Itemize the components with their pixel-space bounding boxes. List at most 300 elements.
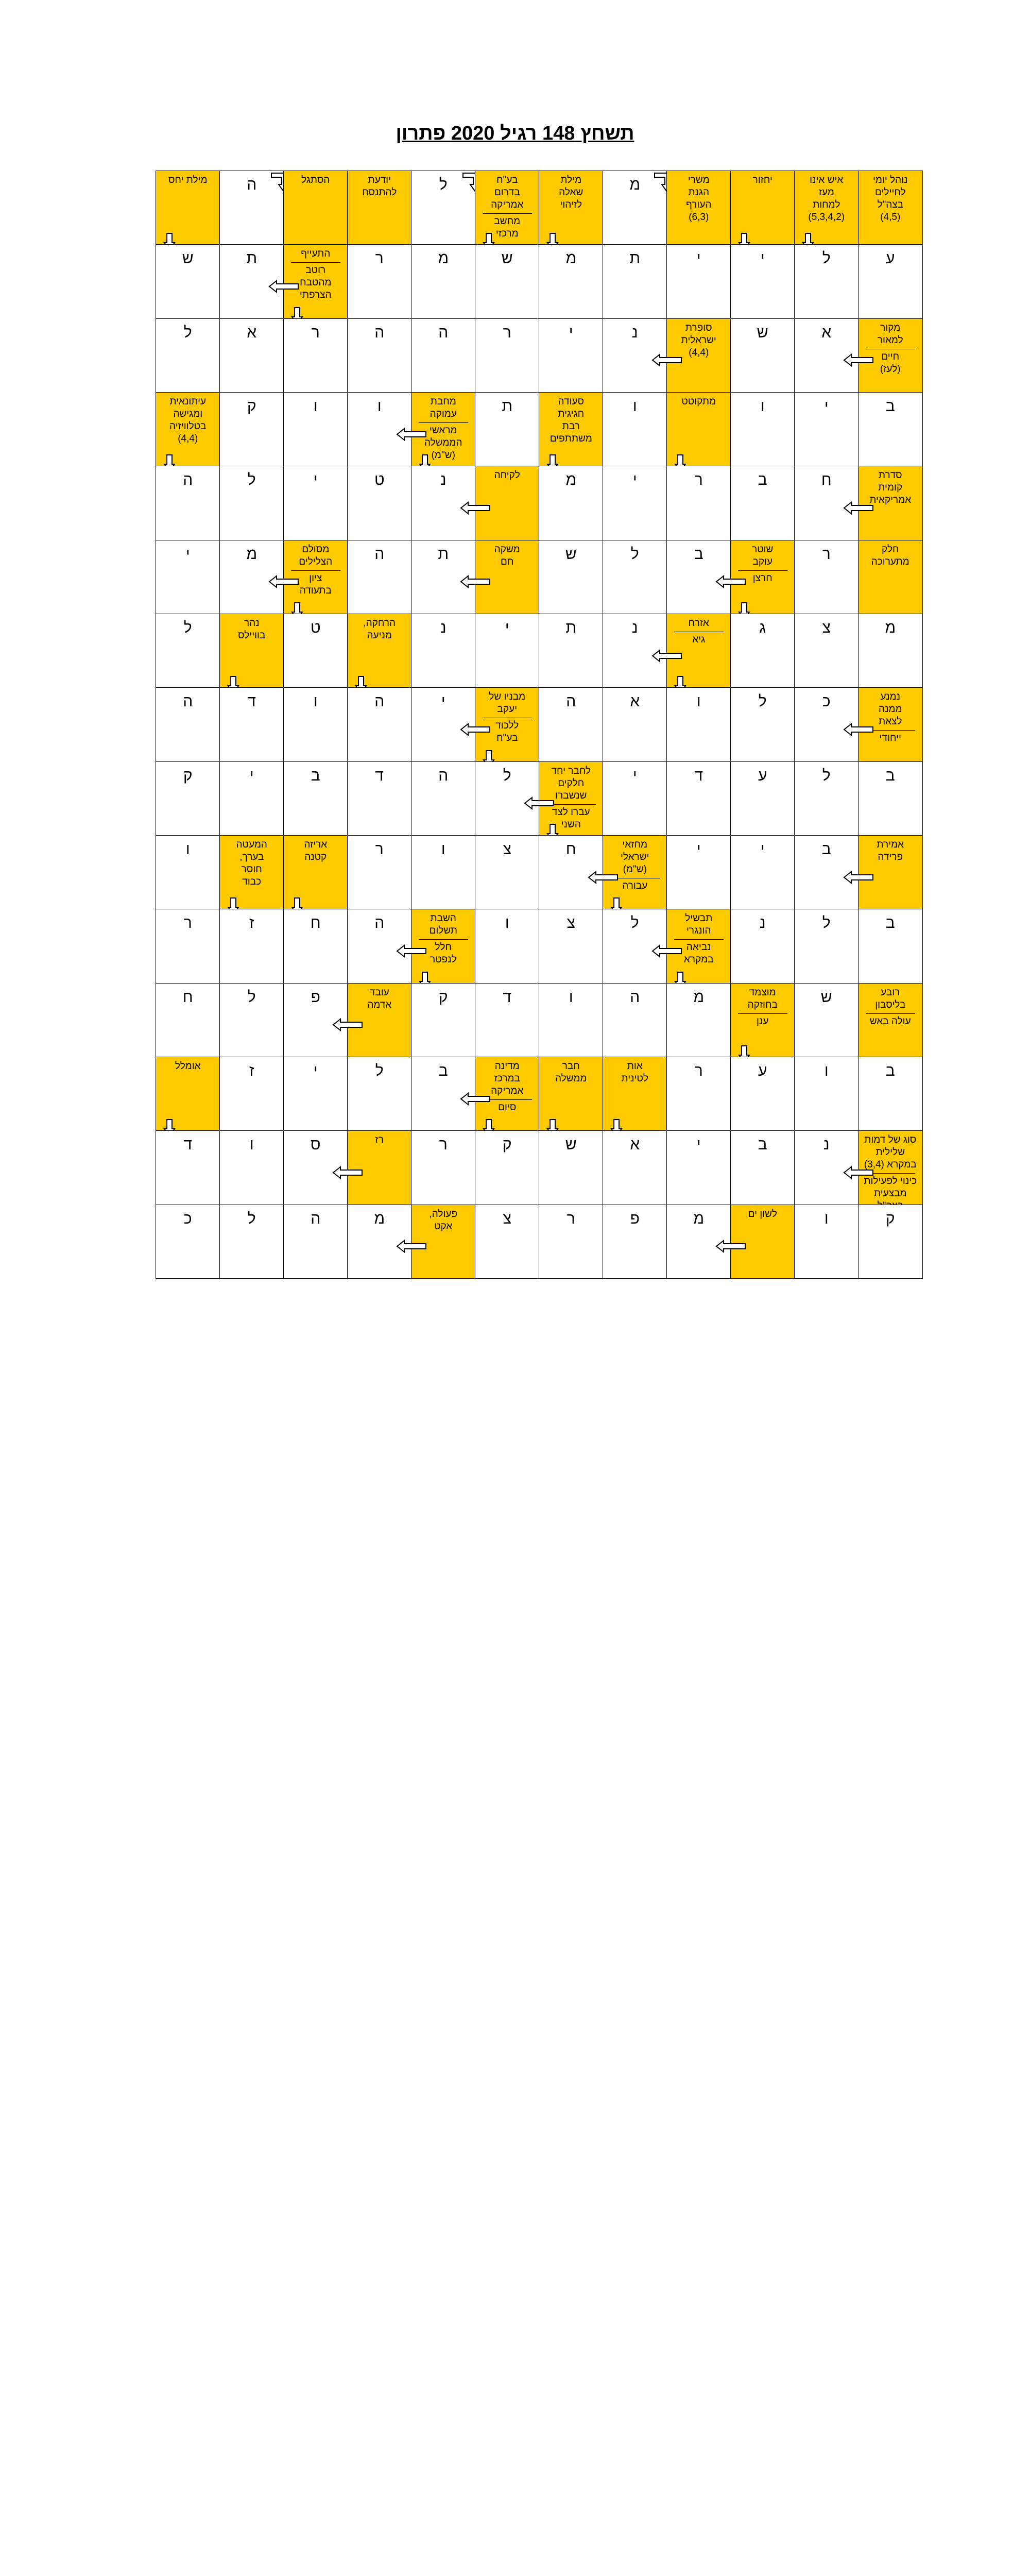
clue-cell[interactable]: [156, 1057, 220, 1131]
clue-cell[interactable]: [475, 1057, 540, 1131]
answer-cell[interactable]: [219, 687, 284, 762]
clue-cell[interactable]: [156, 171, 220, 245]
answer-letter: ו: [824, 1210, 829, 1227]
answer-cell[interactable]: [794, 244, 859, 319]
answer-cell[interactable]: [283, 466, 348, 540]
clue-text-secondary: חלל לנפטר: [430, 942, 457, 965]
answer-letter: ר: [439, 1136, 448, 1154]
answer-letter: י: [249, 767, 254, 784]
clue-text: הסתגל: [301, 175, 330, 185]
answer-letter: ת: [438, 545, 449, 563]
answer-cell[interactable]: [794, 614, 859, 688]
answer-letter: ז: [249, 1062, 254, 1079]
answer-cell[interactable]: [156, 909, 220, 984]
answer-cell[interactable]: [475, 244, 540, 319]
answer-cell[interactable]: [156, 1130, 220, 1205]
clue-text-secondary: עולה באש: [869, 1015, 911, 1027]
answer-cell[interactable]: [858, 244, 923, 319]
answer-cell[interactable]: [603, 1205, 667, 1279]
clue-cell[interactable]: [666, 909, 731, 984]
left-arrow-icon: [332, 1166, 364, 1179]
answer-letter: ה: [183, 693, 193, 710]
clue-text-secondary: רוטב מהטבח הצרפתי: [299, 265, 332, 301]
answer-letter: ה: [438, 324, 449, 341]
left-arrow-icon: [651, 353, 683, 367]
answer-cell[interactable]: [219, 318, 284, 393]
answer-letter: י: [824, 397, 829, 415]
clue-text: לחבר יחד חלקים שנשברו: [551, 765, 591, 801]
answer-letter: י: [696, 1136, 701, 1154]
answer-letter: ו: [505, 914, 509, 932]
answer-letter: צ: [503, 840, 511, 858]
answer-letter: ד: [247, 693, 256, 710]
answer-letter: ו: [760, 397, 765, 415]
answer-cell[interactable]: [794, 761, 859, 836]
answer-letter: ו: [249, 1136, 254, 1154]
clue-cell[interactable]: [219, 614, 284, 688]
answer-letter: ו: [824, 1062, 829, 1079]
answer-cell[interactable]: [156, 244, 220, 319]
answer-letter: נ: [440, 471, 447, 489]
clue-text: נמנע ממנה לצאת: [878, 691, 902, 727]
answer-letter: פ: [630, 1210, 640, 1227]
clue-text-secondary: חיים (לעז): [880, 351, 901, 375]
clue-cell[interactable]: [666, 614, 731, 688]
answer-cell[interactable]: [858, 614, 923, 688]
clue-cell[interactable]: [539, 1057, 604, 1131]
answer-cell[interactable]: [730, 687, 795, 762]
answer-cell[interactable]: [475, 392, 540, 467]
answer-letter: ב: [885, 914, 895, 932]
answer-letter: ה: [630, 988, 640, 1006]
answer-cell[interactable]: [794, 540, 859, 615]
answer-letter: ש: [757, 324, 768, 341]
answer-cell[interactable]: [219, 466, 284, 540]
answer-letter: ר: [375, 840, 384, 858]
answer-letter: ו: [313, 397, 318, 415]
clue-text: מילת שאלה לזיהוי: [559, 175, 583, 210]
clue-cell[interactable]: [858, 318, 923, 393]
left-arrow-icon: [843, 1166, 875, 1179]
clue-divider: [291, 262, 340, 263]
answer-cell[interactable]: [539, 244, 604, 319]
answer-cell[interactable]: [603, 466, 667, 540]
answer-letter: ד: [375, 767, 384, 784]
answer-letter: י: [632, 471, 637, 489]
answer-cell[interactable]: [666, 1057, 731, 1131]
left-arrow-icon: [460, 1092, 492, 1106]
clue-text: לשון ים: [748, 1208, 777, 1219]
clue-cell[interactable]: [411, 392, 476, 467]
clue-cell[interactable]: [475, 171, 540, 245]
answer-cell[interactable]: [219, 1130, 284, 1205]
answer-cell[interactable]: [219, 761, 284, 836]
answer-cell[interactable]: [156, 1205, 220, 1279]
answer-cell[interactable]: [219, 1057, 284, 1131]
answer-letter: י: [313, 471, 318, 489]
answer-letter: ב: [885, 767, 895, 784]
clue-text: השבת תשלום: [429, 913, 457, 937]
answer-cell[interactable]: [730, 909, 795, 984]
answer-cell[interactable]: [794, 1205, 859, 1279]
clue-text: מקור למאור: [877, 322, 903, 346]
answer-letter: י: [185, 545, 190, 563]
clue-text: רז: [375, 1134, 384, 1146]
clue-text: מסולם הצלילים: [299, 544, 333, 567]
clue-text: פעולה, אקט: [429, 1208, 458, 1232]
answer-letter: מ: [565, 250, 577, 267]
answer-letter: ק: [438, 988, 448, 1006]
clue-cell[interactable]: [603, 835, 667, 910]
answer-letter: ה: [374, 693, 385, 710]
answer-cell[interactable]: [539, 318, 604, 393]
answer-cell[interactable]: [283, 761, 348, 836]
answer-cell[interactable]: [411, 614, 476, 688]
answer-cell[interactable]: [794, 983, 859, 1058]
clue-cell[interactable]: [730, 171, 795, 245]
clue-text: הרחקה, מניעה: [363, 617, 396, 641]
clue-cell[interactable]: [858, 983, 923, 1058]
clue-text: סופרת ישראלית (4,4): [681, 322, 716, 358]
answer-cell[interactable]: [475, 614, 540, 688]
answer-cell[interactable]: [347, 687, 412, 762]
answer-letter: מ: [885, 619, 896, 636]
answer-cell[interactable]: [539, 614, 604, 688]
clue-text: רובע בליסבון: [875, 987, 906, 1010]
answer-letter: ל: [183, 324, 192, 341]
answer-cell[interactable]: [666, 687, 731, 762]
answer-cell[interactable]: [858, 761, 923, 836]
clue-cell[interactable]: [347, 983, 412, 1058]
answer-cell[interactable]: [603, 244, 667, 319]
left-arrow-icon: [396, 944, 428, 958]
answer-cell[interactable]: [411, 1130, 476, 1205]
clue-text-secondary: עברו לצד השני: [552, 806, 590, 830]
answer-cell[interactable]: [156, 761, 220, 836]
answer-letter: ה: [183, 471, 193, 489]
answer-cell[interactable]: [156, 540, 220, 615]
answer-cell[interactable]: [411, 983, 476, 1058]
answer-cell[interactable]: [283, 909, 348, 984]
answer-cell[interactable]: [283, 318, 348, 393]
answer-cell[interactable]: [730, 318, 795, 393]
answer-letter: ק: [502, 1136, 512, 1154]
clue-cell[interactable]: [219, 835, 284, 910]
answer-cell[interactable]: [411, 318, 476, 393]
answer-cell[interactable]: [730, 761, 795, 836]
clue-text-secondary: ענן: [757, 1015, 769, 1027]
answer-letter: ט: [374, 471, 385, 489]
answer-cell[interactable]: [219, 1205, 284, 1279]
clue-text: סדרת קומית אמריקאית: [869, 470, 912, 506]
answer-cell[interactable]: [411, 835, 476, 910]
answer-letter: י: [505, 619, 509, 636]
answer-cell[interactable]: [411, 761, 476, 836]
answer-cell[interactable]: [603, 1130, 667, 1205]
answer-cell[interactable]: [794, 909, 859, 984]
answer-letter: ע: [758, 767, 767, 784]
answer-cell[interactable]: [730, 835, 795, 910]
answer-letter: ל: [375, 1062, 384, 1079]
answer-letter: ה: [374, 914, 385, 932]
answer-cell[interactable]: [539, 540, 604, 615]
clue-text: חלק מתערוכה: [871, 544, 909, 567]
answer-cell[interactable]: [666, 244, 731, 319]
answer-cell[interactable]: [411, 244, 476, 319]
answer-letter: א: [630, 693, 640, 710]
answer-cell[interactable]: [539, 909, 604, 984]
clue-cell[interactable]: [730, 983, 795, 1058]
answer-cell[interactable]: [156, 983, 220, 1058]
answer-letter: מ: [693, 988, 705, 1006]
answer-cell[interactable]: [539, 1205, 604, 1279]
answer-cell[interactable]: [730, 614, 795, 688]
answer-cell[interactable]: [794, 1057, 859, 1131]
left-arrow-icon: [332, 1018, 364, 1031]
clue-cell[interactable]: [730, 540, 795, 615]
answer-cell[interactable]: [475, 983, 540, 1058]
answer-letter: א: [247, 324, 257, 341]
clue-text-secondary: עבורה: [622, 880, 648, 891]
answer-letter: ב: [758, 1136, 767, 1154]
answer-cell[interactable]: [603, 392, 667, 467]
answer-cell[interactable]: [603, 983, 667, 1058]
answer-cell[interactable]: [219, 909, 284, 984]
clue-cell[interactable]: [156, 392, 220, 467]
answer-cell[interactable]: [666, 466, 731, 540]
answer-cell[interactable]: [475, 1130, 540, 1205]
clue-cell[interactable]: [475, 687, 540, 762]
clue-cell[interactable]: [794, 171, 859, 245]
answer-cell[interactable]: [475, 835, 540, 910]
answer-cell[interactable]: [219, 983, 284, 1058]
answer-letter: ט: [310, 619, 321, 636]
answer-letter: ל: [630, 545, 639, 563]
left-arrow-icon: [651, 944, 683, 958]
answer-letter: י: [441, 693, 445, 710]
answer-letter: צ: [566, 914, 575, 932]
answer-letter: ת: [502, 397, 513, 415]
clue-text: התעייף: [301, 248, 331, 260]
clue-cell[interactable]: [858, 835, 923, 910]
answer-letter: א: [630, 1136, 640, 1154]
left-arrow-icon: [715, 1240, 747, 1253]
clue-cell[interactable]: [283, 835, 348, 910]
clue-divider: [291, 570, 340, 571]
answer-letter: י: [760, 840, 765, 858]
left-arrow-icon: [651, 649, 683, 663]
clue-text: אות לטינית: [621, 1060, 648, 1084]
answer-cell[interactable]: [730, 1057, 795, 1131]
answer-cell[interactable]: [156, 614, 220, 688]
answer-cell[interactable]: [666, 1130, 731, 1205]
clue-cell[interactable]: [347, 1130, 412, 1205]
answer-letter: י: [632, 767, 637, 784]
answer-cell[interactable]: [858, 1057, 923, 1131]
answer-letter: ו: [569, 988, 573, 1006]
answer-cell[interactable]: [156, 835, 220, 910]
clue-cell[interactable]: [858, 540, 923, 615]
answer-cell[interactable]: [603, 761, 667, 836]
answer-cell[interactable]: [347, 1057, 412, 1131]
answer-letter: י: [696, 840, 701, 858]
answer-cell[interactable]: [283, 1205, 348, 1279]
answer-letter: ב: [438, 1062, 448, 1079]
answer-letter: פ: [311, 988, 320, 1006]
answer-cell[interactable]: [539, 466, 604, 540]
clue-text-secondary: ייחודי: [879, 733, 901, 744]
answer-cell[interactable]: [347, 835, 412, 910]
answer-cell[interactable]: [283, 1057, 348, 1131]
answer-letter: ה: [438, 767, 449, 784]
answer-letter: ה: [374, 545, 385, 563]
answer-cell[interactable]: [730, 392, 795, 467]
answer-letter: ל: [247, 471, 256, 489]
clue-cell[interactable]: [475, 540, 540, 615]
answer-cell[interactable]: [539, 983, 604, 1058]
answer-cell[interactable]: [539, 1130, 604, 1205]
clue-divider: [674, 939, 724, 940]
answer-letter: ר: [694, 471, 703, 489]
clue-cell[interactable]: [539, 392, 604, 467]
answer-cell[interactable]: [603, 687, 667, 762]
answer-cell[interactable]: [603, 540, 667, 615]
answer-letter: ד: [183, 1136, 193, 1154]
clue-text: אזרח: [688, 617, 709, 629]
answer-cell[interactable]: [858, 392, 923, 467]
clue-text: עובד אדמה: [367, 987, 392, 1010]
clue-cell[interactable]: [539, 761, 604, 836]
clue-cell[interactable]: [283, 171, 348, 245]
clue-text: לקיחה: [494, 470, 520, 481]
clue-cell[interactable]: [858, 1130, 923, 1205]
answer-letter: ז: [249, 914, 254, 932]
clue-text: עיתונאית ומגישה בטלוויזיה (4,4): [169, 396, 207, 444]
clue-text: סעודה חגיגית רבת משתתפים: [550, 396, 592, 444]
answer-cell[interactable]: [730, 1130, 795, 1205]
answer-letter: ל: [822, 914, 831, 932]
answer-cell[interactable]: [666, 983, 731, 1058]
left-arrow-icon: [843, 723, 875, 736]
clue-cell[interactable]: [858, 687, 923, 762]
answer-letter: ל: [758, 693, 767, 710]
answer-cell[interactable]: [794, 392, 859, 467]
clue-cell[interactable]: [411, 909, 476, 984]
answer-cell[interactable]: [347, 318, 412, 393]
clue-divider: [483, 213, 532, 214]
clue-cell[interactable]: [730, 1205, 795, 1279]
answer-letter: ה: [247, 176, 257, 193]
answer-letter: מ: [246, 545, 258, 563]
answer-letter: ו: [377, 397, 382, 415]
clue-text: נהר בוויילס: [238, 617, 266, 641]
answer-letter: ה: [566, 693, 576, 710]
answer-cell[interactable]: [858, 1205, 923, 1279]
clue-text: איש אינו מעז למחות (5,3,4,2): [808, 175, 845, 223]
clue-cell[interactable]: [539, 171, 604, 245]
answer-cell[interactable]: [666, 835, 731, 910]
answer-cell[interactable]: [475, 909, 540, 984]
clue-cell[interactable]: [347, 171, 412, 245]
answer-cell[interactable]: [283, 687, 348, 762]
clue-cell[interactable]: [666, 171, 731, 245]
answer-letter: י: [313, 1062, 318, 1079]
answer-cell[interactable]: [283, 614, 348, 688]
answer-letter: ר: [566, 1210, 575, 1227]
answer-letter: ב: [885, 1062, 895, 1079]
answer-cell[interactable]: [411, 171, 476, 245]
answer-cell[interactable]: [858, 909, 923, 984]
answer-cell[interactable]: [347, 761, 412, 836]
clue-text: מבניו של יעקב: [489, 691, 526, 715]
clue-text-secondary: מראשי הממשלה (ש"מ): [424, 425, 462, 461]
answer-letter: ל: [503, 767, 511, 784]
clue-cell[interactable]: [347, 614, 412, 688]
clue-text-secondary: נביאה במקרא: [683, 942, 714, 965]
left-arrow-icon: [460, 575, 492, 588]
answer-cell[interactable]: [347, 466, 412, 540]
answer-letter: ת: [565, 619, 577, 636]
answer-letter: כ: [183, 1210, 192, 1227]
clue-text: בע"ח בדרום אמריקה: [491, 175, 524, 210]
answer-cell[interactable]: [539, 687, 604, 762]
answer-letter: ע: [886, 250, 895, 267]
answer-cell[interactable]: [156, 318, 220, 393]
clue-cell[interactable]: [666, 392, 731, 467]
clue-cell[interactable]: [858, 171, 923, 245]
clue-text: משרי הגנת העורף (6,3): [686, 175, 712, 223]
answer-cell[interactable]: [730, 244, 795, 319]
answer-letter: ד: [503, 988, 512, 1006]
answer-cell[interactable]: [156, 687, 220, 762]
left-arrow-icon: [460, 723, 492, 736]
clue-cell[interactable]: [603, 1057, 667, 1131]
answer-cell[interactable]: [219, 171, 284, 245]
answer-cell[interactable]: [603, 171, 667, 245]
clue-text: מדינה במרכז אמריקה: [491, 1060, 524, 1096]
answer-cell[interactable]: [156, 466, 220, 540]
clue-cell[interactable]: [411, 1205, 476, 1279]
clue-cell[interactable]: [283, 244, 348, 319]
left-arrow-icon: [715, 575, 747, 588]
clue-text: תבשיל הונגרי: [685, 913, 713, 937]
left-arrow-icon: [268, 575, 300, 588]
clue-text: משקה חם: [494, 544, 520, 567]
answer-letter: ש: [820, 988, 832, 1006]
answer-letter: ב: [885, 397, 895, 415]
answer-letter: ל: [822, 250, 831, 267]
answer-letter: ח: [182, 988, 193, 1006]
answer-cell[interactable]: [730, 466, 795, 540]
answer-cell[interactable]: [283, 392, 348, 467]
answer-cell[interactable]: [347, 244, 412, 319]
answer-cell[interactable]: [475, 318, 540, 393]
answer-letter: ה: [374, 324, 385, 341]
answer-cell[interactable]: [219, 392, 284, 467]
clue-cell[interactable]: [858, 466, 923, 540]
answer-letter: ת: [246, 250, 258, 267]
clue-cell[interactable]: [475, 466, 540, 540]
clue-text: המעטה בערך, חוסר כבוד: [236, 839, 267, 887]
left-arrow-icon: [460, 501, 492, 515]
answer-cell[interactable]: [347, 540, 412, 615]
answer-letter: ו: [313, 693, 318, 710]
answer-cell[interactable]: [666, 761, 731, 836]
clue-cell[interactable]: [283, 540, 348, 615]
clue-text-secondary: ציון בתעודה: [299, 572, 332, 596]
clue-cell[interactable]: [666, 318, 731, 393]
answer-cell[interactable]: [475, 1205, 540, 1279]
